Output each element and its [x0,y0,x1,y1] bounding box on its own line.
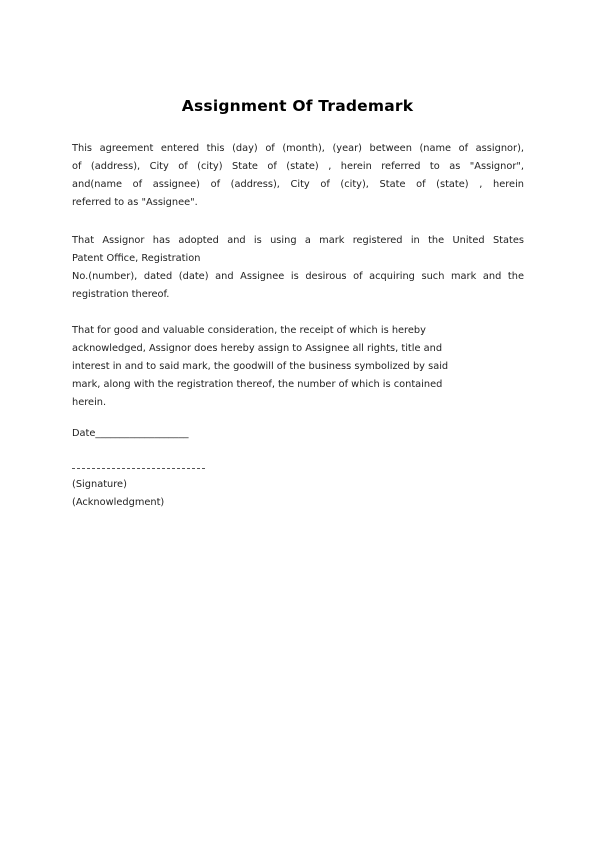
date-field: Date___________________ [72,428,189,439]
paragraph-line: and(name of assignee) of (address), City of (city), State of (state) , herein [72,179,524,190]
paragraph-line: This agreement entered this (day) of (month), (year) between (name of assignor), [72,143,524,154]
paragraph-line: mark, along with the registration thereof, the number of which is contained [72,379,443,390]
paragraph-line: of (address), City of (city) State of (state) , herein referred to as "Assignor", [72,161,524,172]
paragraph-consideration [72,322,448,412]
acknowledgment-label: (Acknowledgment) [72,497,165,508]
paragraph-line: registration thereof. [72,289,170,300]
paragraph-line: interest in and to said mark, the goodwill of the business symbolized by said [72,361,449,372]
paragraph-line: That for good and valuable consideration, the receipt of which is hereby [72,325,426,336]
paragraph-line: herein. [72,397,107,408]
paragraph-line: No.(number), dated (date) and Assignee is desirous of acquiring such mark and the [72,271,524,282]
signature-line [72,460,205,469]
paragraph-line: That Assignor has adopted and is using a mark registered in the United States [72,235,524,246]
paragraph-line: acknowledged, Assignor does hereby assign to Assignee all rights, title and [72,343,443,354]
paragraph-agreement [72,140,524,212]
paragraph-line: Patent Office, Registration [72,253,201,264]
paragraph-mark-registration [72,232,524,304]
signature-label: (Signature) [72,479,127,490]
document-title: Assignment Of Trademark [181,97,414,115]
paragraph-line: referred to as "Assignee". [72,197,198,208]
